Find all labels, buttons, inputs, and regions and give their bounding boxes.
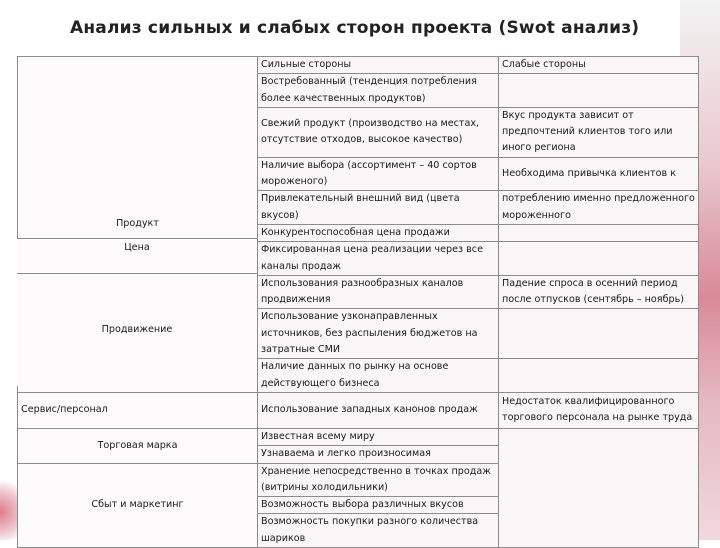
weakness-cell: Необходима привычка клиентов к [499,157,699,191]
strength-cell: Использование западных канонов продаж [258,392,499,428]
strength-cell: Известная всему миру [258,428,499,445]
strength-cell: Возможность выбора различных вкусов [258,497,499,514]
weakness-cell-empty [499,224,699,241]
strength-cell: Фиксированная цена реализации через все каналы продаж [258,242,499,276]
weakness-cell: потреблению именно предложенного мороженного [499,191,699,225]
category-price: Цена [17,238,257,273]
weakness-cell: Недостаток квалифицированного торгового персонала на рынке труда [499,392,699,428]
strength-cell: Использования разнообразных каналов продвижения [258,275,499,309]
strength-cell: Возможность покупки разного количества шариков [258,514,499,548]
category-promotion: Продвижение [17,273,257,386]
weakness-cell-empty [499,428,699,547]
weakness-cell-empty [499,74,699,108]
category-product: Продукт [18,57,258,393]
category-service: Сервис/персонал [18,392,258,428]
table-row [18,392,699,428]
strength-cell: Наличие данных по рынку на основе действующего бизнеса [258,359,499,393]
table-row [18,57,699,74]
strength-cell: Наличие выбора (ассортимент – 40 сортов мороженого) [258,157,499,191]
column-header-weaknesses: Слабые стороны [499,57,699,74]
weakness-cell-empty [499,309,699,359]
strength-cell: Востребованный (тенденция потребления более качественных продуктов) [258,74,499,108]
column-header-strengths: Сильные стороны [258,57,499,74]
weakness-cell: Вкус продукта зависит от предпочтений клиентов того или иного региона [499,107,699,157]
weakness-cell: Падение спроса в осенний период после отпусков (сентябрь – ноябрь) [499,275,699,309]
weakness-cell-empty [499,242,699,276]
category-sales: Сбыт и маркетинг [18,463,258,547]
category-brand: Торговая марка [18,428,258,463]
strength-cell: Свежий продукт (производство на местах, отсутствие отходов, высокое качество) [258,107,499,157]
table-row [18,428,699,445]
strength-cell: Конкурентоспособная цена продажи [258,224,499,241]
strength-cell: Хранение непосредственно в точках продаж (витрины холодильники) [258,463,499,497]
strength-cell: Использование узконаправленных источников, без распыления бюджетов на затратные СМИ [258,309,499,359]
page-title: Анализ сильных и слабых сторон проекта (Swot анализ) [70,18,640,38]
strength-cell: Привлекательный внешний вид (цвета вкусов) [258,191,499,225]
weakness-cell-empty [499,359,699,393]
strength-cell: Узнаваема и легко произносимая [258,446,499,463]
